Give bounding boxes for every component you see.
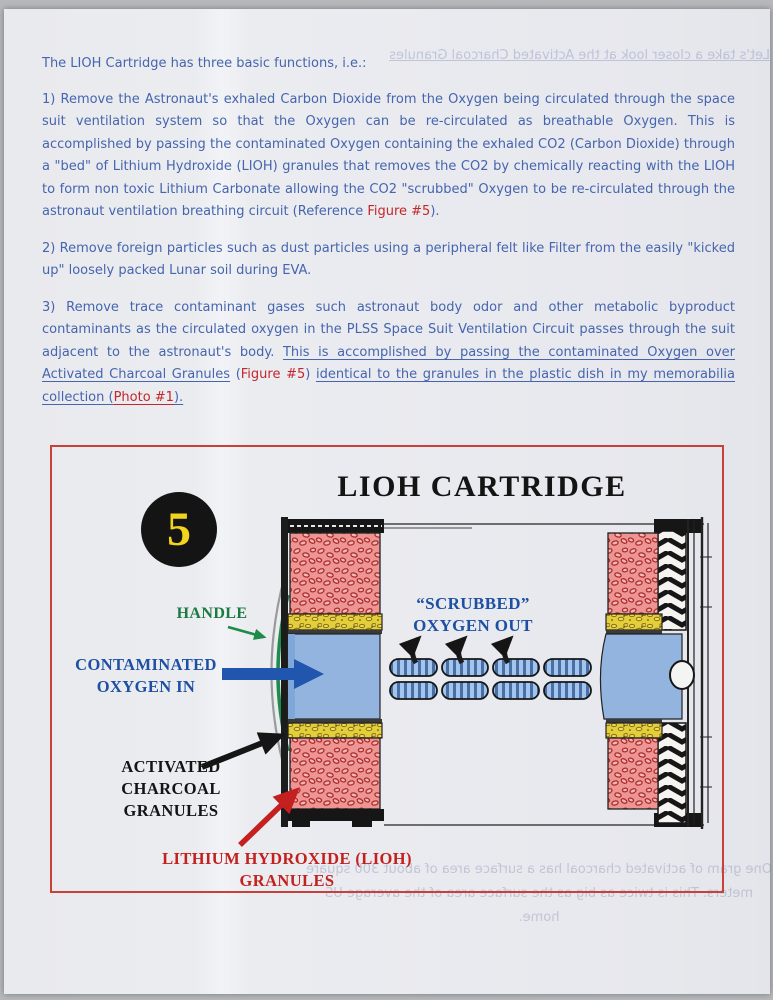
activated-charcoal-label: [75, 756, 267, 822]
figure-5-reference-2: Figure #5: [240, 367, 306, 382]
paragraph-3-text: 3) Remove trace contaminant gases such astronaut body odor and other metabolic byproduct contaminants as the circulated oxygen in the PLSS Space Suit Ventilation Circuit passes through the suit adjacent to the astronaut's body.: [42, 299, 735, 360]
charcoal-line1: ACTIVATED CHARCOAL: [121, 757, 221, 798]
figure-number: 5: [167, 503, 191, 556]
paragraph-3-underlined-3: ).: [173, 389, 184, 405]
vent-capsules: [390, 659, 591, 699]
lioh-granules-right-top: [608, 533, 658, 614]
cartridge-right-section: [600, 517, 712, 829]
paragraph-3-mid-1: (: [230, 367, 241, 382]
figure-title: LIOH CARTRIDGE: [337, 470, 627, 503]
paragraph-1: [42, 89, 735, 224]
intro-text: The LIOH Cartridge has three basic functions, i.e.:: [42, 56, 367, 71]
lithium-hydroxide-label: [155, 848, 419, 892]
contaminated-oxygen-in-label: [66, 654, 226, 698]
paragraph-3-underlined-1: This is accomplished by passing the contaminated Oxygen over Activated Charcoal Granules: [42, 344, 735, 382]
lioh-line2: GRANULES: [239, 871, 335, 890]
charcoal-band-left-top: [288, 614, 382, 630]
paragraph-2: [42, 238, 735, 283]
contaminated-line1: CONTAMINATED: [75, 655, 217, 674]
paragraph-3: [42, 297, 735, 410]
charcoal-line2: GRANULES: [123, 801, 219, 820]
paragraph-3-underlined-2: identical to the granules in the plastic dish in my memorabilia collection (: [42, 367, 735, 405]
handle-label: [162, 603, 262, 625]
scrubbed-line2: OXYGEN OUT: [413, 616, 533, 635]
scrubbed-line1: “SCRUBBED”: [416, 594, 530, 613]
intro-paragraph: [42, 53, 735, 76]
lioh-granules-right-bottom: [608, 738, 658, 809]
end-cap-knob: [670, 661, 694, 689]
charcoal-band-left-bottom: [288, 723, 382, 738]
photo-1-reference: Photo #1: [113, 389, 174, 405]
body-text: [4, 9, 770, 409]
contaminated-line2: OXYGEN IN: [96, 677, 196, 696]
handle-pointer-arrow: [228, 627, 264, 637]
bleed-through-bottom-line1: One gram of activated charcoal has a surface area of about 300 square meters. This is twice as big as: [306, 862, 772, 901]
handle-label-text: HANDLE: [176, 605, 248, 622]
bleed-through-text-top: Let's take a closer look at the Activated Charcoal Granules: [389, 48, 770, 63]
figure-number-badge: [141, 492, 217, 567]
paragraph-3-mid-2: ): [305, 367, 316, 382]
lioh-granules-left-top: [290, 533, 380, 614]
lioh-granules-left-bottom: [290, 738, 380, 809]
paragraph-2-text: 2) Remove foreign particles such as dust particles using a peripheral felt like Filter from the easily "kicked up" loosely packed Lunar soil during EVA.: [42, 240, 735, 278]
lioh-line1: LITHIUM HYDROXIDE (LIOH): [162, 849, 412, 868]
charcoal-band-right-top: [606, 614, 662, 630]
figure-5-reference: Figure #5: [367, 204, 431, 219]
scrubbed-oxygen-out-label: [388, 593, 558, 637]
paragraph-1-text: 1) Remove the Astronaut's exhaled Carbon Dioxide from the Oxygen being circulated through the space suit ventilation system so that the Oxygen can be re-circulated as breathable Oxygen. This is accomplished by passing the contaminated Oxygen containing the exhaled CO2 (Carbon Dioxide) through a "bed" of Lithium Hydroxide (LIOH) granules that removes the CO2 by chemically reacting with the LIOH to form non toxic Lithium Carbonate allowing the CO2 "scrubbed" Oxygen to be re-circulated through the astronaut ventilation breathing circuit (Reference: [42, 91, 735, 219]
figure-box: [50, 445, 724, 893]
charcoal-band-right-bottom: [606, 723, 662, 738]
bleed-through-bottom-line2: the surface area of the average US home.: [325, 886, 560, 925]
document-page: [4, 9, 770, 994]
paragraph-1-end: ).: [430, 204, 440, 219]
